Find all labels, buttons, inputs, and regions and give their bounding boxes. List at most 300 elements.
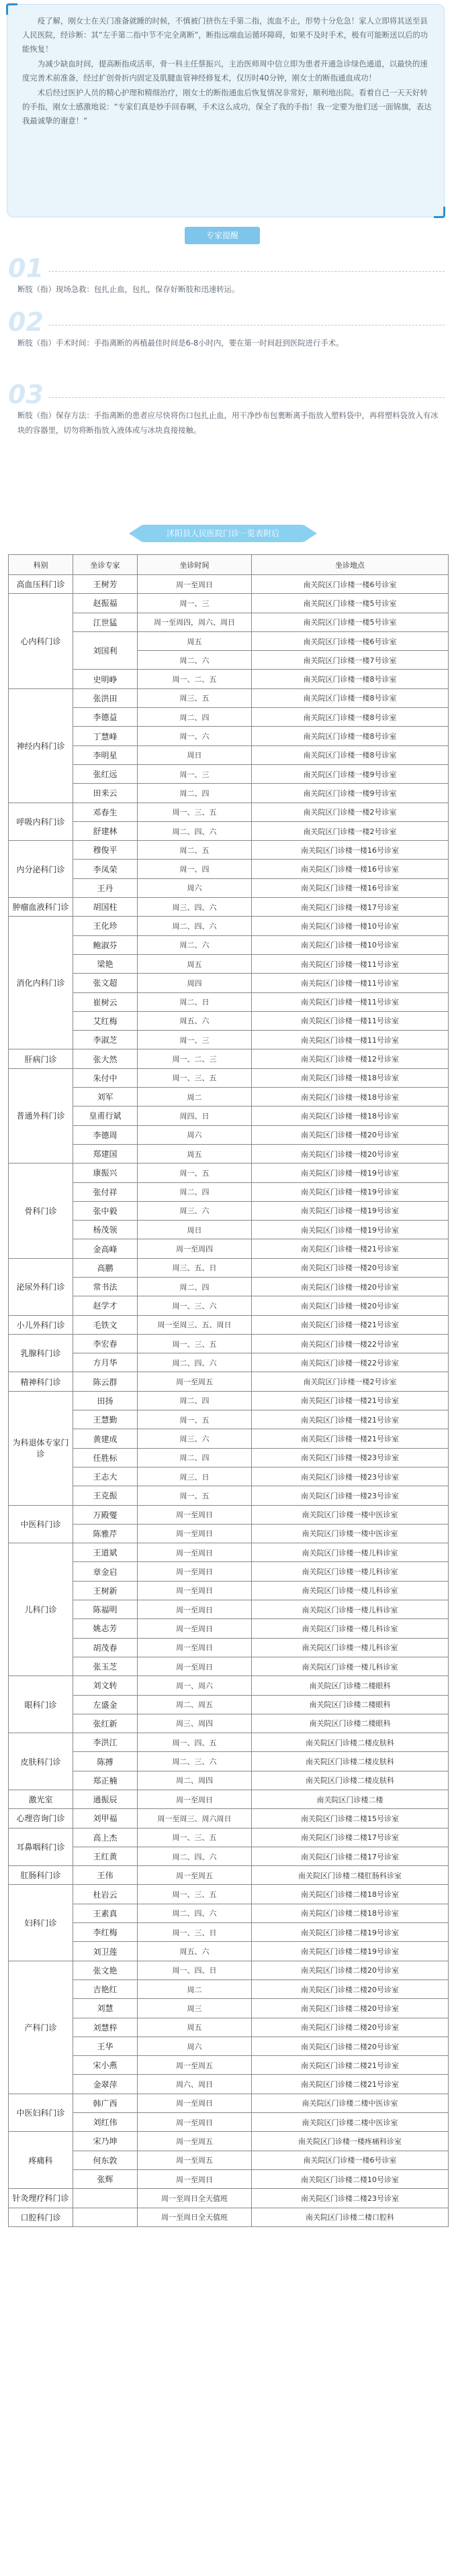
time-cell: 周五 xyxy=(138,954,252,973)
dept-cell: 肛肠科门诊 xyxy=(9,1866,73,1885)
expert-cell: 艾红梅 xyxy=(73,1011,138,1030)
time-cell: 周一、三、五 xyxy=(138,1068,252,1087)
expert-cell: 王道斌 xyxy=(73,1543,138,1562)
expert-cell: 金高峰 xyxy=(73,1239,138,1258)
table-row xyxy=(9,2189,449,2208)
banner-label: 沭阳县人民医院门诊一览表附后 xyxy=(166,529,279,538)
place-cell: 南关院区门诊楼二楼20号诊室 xyxy=(252,1961,449,1979)
time-cell: 周一、三 xyxy=(138,1031,252,1049)
time-cell: 周日 xyxy=(138,1221,252,1239)
time-cell: 周五 xyxy=(138,2018,252,2037)
expert-cell: 崔树云 xyxy=(73,992,138,1011)
table-row xyxy=(9,1391,449,1410)
outpatient-schedule-table xyxy=(8,554,449,2227)
dept-cell: 中医科门诊 xyxy=(9,1505,73,1543)
place-cell: 南关院区门诊楼一楼中医诊室 xyxy=(252,1505,449,1524)
time-cell: 周二、四、六 xyxy=(138,821,252,840)
time-cell: 周四、日 xyxy=(138,1106,252,1125)
place-cell: 南关院区门诊楼一楼11号诊室 xyxy=(252,1011,449,1030)
place-cell: 南关院区门诊楼一楼18号诊室 xyxy=(252,1068,449,1087)
place-cell: 南关院区门诊楼一楼23号诊室 xyxy=(252,1448,449,1467)
place-cell: 南关院区门诊楼一楼22号诊室 xyxy=(252,1353,449,1372)
table-row xyxy=(9,898,449,917)
expert-cell: 黄建成 xyxy=(73,1429,138,1448)
table-row xyxy=(9,688,449,707)
place-cell: 南关院区门诊楼二楼18号诊室 xyxy=(252,1904,449,1922)
time-cell: 周二、四 xyxy=(138,784,252,803)
expert-cell: 姚志芳 xyxy=(73,1619,138,1638)
table-row xyxy=(9,1600,449,1619)
expert-cell: 张辉 xyxy=(73,2169,138,2188)
expert-cell: 郑建国 xyxy=(73,1144,138,1163)
dept-cell: 骨科门诊 xyxy=(9,1164,73,1258)
place-cell: 南关院区门诊楼一楼8号诊室 xyxy=(252,670,449,688)
table-row xyxy=(9,1866,449,1885)
expert-cell: 万殿燮 xyxy=(73,1505,138,1524)
place-cell: 南关院区门诊楼一楼16号诊室 xyxy=(252,841,449,860)
time-cell: 周二、四 xyxy=(138,708,252,727)
place-cell: 南关院区门诊楼一楼儿科诊室 xyxy=(252,1562,449,1581)
place-cell: 南关院区门诊楼一楼16号诊室 xyxy=(252,878,449,897)
time-cell: 周六 xyxy=(138,1125,252,1144)
time-cell: 周一、三、五 xyxy=(138,1828,252,1847)
dept-cell: 神经内科门诊 xyxy=(9,688,73,803)
schedule-banner xyxy=(142,525,304,542)
table-row xyxy=(9,2037,449,2055)
time-cell: 周一至周日 xyxy=(138,1524,252,1543)
expert-cell: 王树芳 xyxy=(73,575,138,594)
step-number: 02 xyxy=(8,307,44,337)
time-cell: 周一至周日 xyxy=(138,575,252,594)
time-cell: 周二、四、六 xyxy=(138,917,252,935)
place-cell: 南关院区门诊楼一楼19号诊室 xyxy=(252,1201,449,1220)
time-cell: 周一至周日 xyxy=(138,1581,252,1600)
place-cell: 南关院区门诊楼一楼11号诊室 xyxy=(252,974,449,992)
expert-cell: 刘慧梓 xyxy=(73,2018,138,2037)
step-1 xyxy=(8,255,445,302)
expert-cell: 宋小燕 xyxy=(73,2056,138,2075)
place-cell: 南关院区门诊楼二楼17号诊室 xyxy=(252,1828,449,1847)
time-cell: 周一至周日 xyxy=(138,1638,252,1657)
table-row xyxy=(9,860,449,878)
time-cell: 周一、三、五 xyxy=(138,1885,252,1904)
place-cell: 南关院区门诊楼一楼6号诊室 xyxy=(252,2151,449,2169)
time-cell: 周一至周日 xyxy=(138,1657,252,1676)
expert-cell: 李德益 xyxy=(73,708,138,727)
expert-cell: 康振兴 xyxy=(73,1164,138,1182)
table-row xyxy=(9,1429,449,1448)
expert-cell: 李德周 xyxy=(73,1125,138,1144)
time-cell: 周二、六 xyxy=(138,935,252,954)
expert-cell: 李红梅 xyxy=(73,1923,138,1942)
table-row xyxy=(9,1942,449,1961)
place-cell: 南关院区门诊楼一楼10号诊室 xyxy=(252,917,449,935)
place-cell: 南关院区门诊楼一楼5号诊室 xyxy=(252,613,449,631)
expert-cell: 王红黄 xyxy=(73,1847,138,1865)
dept-cell: 疼痛科 xyxy=(9,2132,73,2189)
dept-cell: 心理咨询门诊 xyxy=(9,1809,73,1828)
table-row xyxy=(9,917,449,935)
table-row xyxy=(9,1068,449,1087)
story-paragraph: 疫了解，刚女士在关门准备就睡的时候，不慎被门挤伤左手第二指，流血不止，形势十分危急！家人立即将其送至县人民医院，经诊断：其“左手第二指中节不完全离断”，断指远端血运循环障碍，如果不及时手术，极有可能断送以后的功能恢复！ xyxy=(22,16,428,54)
time-cell: 周二、三、六 xyxy=(138,1752,252,1771)
dept-cell: 精神科门诊 xyxy=(9,1372,73,1391)
table-row xyxy=(9,575,449,594)
expert-cell: 李洪江 xyxy=(73,1733,138,1752)
table-row xyxy=(9,1999,449,2018)
table-row xyxy=(9,1790,449,1809)
table-row xyxy=(9,1524,449,1543)
expert-cell: 王志大 xyxy=(73,1467,138,1486)
time-cell: 周一至周四 xyxy=(138,1239,252,1258)
expert-cell: 宋乃坤 xyxy=(73,2132,138,2151)
banner-arrow-right xyxy=(304,525,317,542)
place-cell: 南关院区门诊楼二楼20号诊室 xyxy=(252,2037,449,2055)
table-header-row xyxy=(9,555,449,575)
place-cell: 南关院区门诊楼一楼18号诊室 xyxy=(252,1088,449,1106)
place-cell: 南关院区门诊楼一楼21号诊室 xyxy=(252,1410,449,1429)
place-cell: 南关院区门诊楼二楼皮肤科 xyxy=(252,1752,449,1771)
place-cell: 南关院区门诊楼一楼7号诊室 xyxy=(252,651,449,670)
expert-cell: 李明星 xyxy=(73,745,138,764)
dept-cell: 眼科门诊 xyxy=(9,1676,73,1733)
expert-cell: 刘红伟 xyxy=(73,2113,138,2132)
table-row xyxy=(9,1164,449,1182)
table-row xyxy=(9,594,449,613)
expert-cell: 韩广西 xyxy=(73,2094,138,2112)
divider xyxy=(48,271,445,272)
place-cell: 南关院区门诊楼一楼19号诊室 xyxy=(252,1164,449,1182)
step-text: 断肢（指）保存方法：手指离断的患者应尽快将伤口包扎止血，用干净纱布包裹断离手指放入塑料袋中，再将塑料袋放入有冰块的容器里，切勿将断指放入液体或与冰块直接接触。 xyxy=(17,411,439,435)
time-cell: 周二 xyxy=(138,1088,252,1106)
place-cell: 南关院区门诊楼一楼19号诊室 xyxy=(252,1221,449,1239)
expert-cell: 胡茂春 xyxy=(73,1638,138,1657)
time-cell: 周四 xyxy=(138,974,252,992)
place-cell: 南关院区门诊楼一楼11号诊室 xyxy=(252,1031,449,1049)
expert-cell: 刘国利 xyxy=(73,631,138,670)
expert-cell: 史明峥 xyxy=(73,670,138,688)
place-cell: 南关院区门诊楼一楼8号诊室 xyxy=(252,708,449,727)
table-body xyxy=(9,575,449,2227)
time-cell: 周一至周四，周六、周日 xyxy=(138,613,252,631)
time-cell: 周一、五 xyxy=(138,1486,252,1505)
table-row xyxy=(9,1828,449,1847)
place-cell: 南关院区门诊楼二楼皮肤科 xyxy=(252,1733,449,1752)
time-cell: 周三 xyxy=(138,1999,252,2018)
table-row xyxy=(9,631,449,650)
dept-cell: 产科门诊 xyxy=(9,1961,73,2094)
expert-cell: 通振辰 xyxy=(73,1790,138,1809)
table-row xyxy=(9,1239,449,1258)
dept-cell: 心内科门诊 xyxy=(9,594,73,688)
expert-cell: 陈雅芹 xyxy=(73,1524,138,1543)
place-cell: 南关院区门诊楼二楼肛肠科诊室 xyxy=(252,1866,449,1885)
story-text xyxy=(22,14,432,129)
table-row xyxy=(9,1467,449,1486)
expert-cell: 金翠萍 xyxy=(73,2075,138,2094)
time-cell: 周一至周五 xyxy=(138,1866,252,1885)
table-row xyxy=(9,1657,449,1676)
time-cell: 周六、周日 xyxy=(138,2075,252,2094)
expert-cell: 刘文转 xyxy=(73,1676,138,1695)
place-cell: 南关院区门诊楼二楼口腔科 xyxy=(252,2208,449,2226)
time-cell: 周一、四 xyxy=(138,860,252,878)
table-row xyxy=(9,821,449,840)
expert-cell: 朱付中 xyxy=(73,1068,138,1087)
table-row xyxy=(9,2208,449,2226)
table-row xyxy=(9,1923,449,1942)
expert-cell: 皇甫行斌 xyxy=(73,1106,138,1125)
place-cell: 南关院区门诊楼一楼20号诊室 xyxy=(252,1144,449,1163)
place-cell: 南关院区门诊楼一楼17号诊室 xyxy=(252,898,449,917)
expert-cell: 鲍淑芬 xyxy=(73,935,138,954)
table-row xyxy=(9,708,449,727)
table-row xyxy=(9,1201,449,1220)
dept-cell: 妇科门诊 xyxy=(9,1885,73,1961)
time-cell: 周五、六 xyxy=(138,1942,252,1961)
place-cell: 南关院区门诊楼一楼儿科诊室 xyxy=(252,1619,449,1638)
table-row xyxy=(9,1296,449,1315)
table-row xyxy=(9,974,449,992)
table-row xyxy=(9,878,449,897)
place-cell: 南关院区门诊楼二楼眼科 xyxy=(252,1695,449,1714)
banner-arrow-left xyxy=(129,525,142,542)
dept-cell: 普通外科门诊 xyxy=(9,1068,73,1163)
place-cell: 南关院区门诊楼二楼20号诊室 xyxy=(252,2018,449,2037)
step-2 xyxy=(8,309,445,369)
time-cell: 周一至周三、周六周日 xyxy=(138,1809,252,1828)
expert-cell: 何东敦 xyxy=(73,2151,138,2169)
place-cell: 南关院区门诊楼一楼20号诊室 xyxy=(252,1258,449,1277)
time-cell: 周一、三、日 xyxy=(138,1923,252,1942)
expert-cell: 张玉芝 xyxy=(73,1657,138,1676)
expert-cell: 王丹 xyxy=(73,878,138,897)
story-box xyxy=(7,4,445,217)
place-cell: 南关院区门诊楼一楼儿科诊室 xyxy=(252,1543,449,1562)
time-cell: 周一至周日 xyxy=(138,1505,252,1524)
dept-cell: 为科退体专家门诊 xyxy=(9,1391,73,1505)
expert-cell: 江世猛 xyxy=(73,613,138,631)
expert-cell: 陈云群 xyxy=(73,1372,138,1391)
time-cell: 周二、日 xyxy=(138,992,252,1011)
expert-cell: 杨茂领 xyxy=(73,1221,138,1239)
place-cell: 南关院区门诊楼二楼眼科 xyxy=(252,1676,449,1695)
time-cell: 周二、六 xyxy=(138,651,252,670)
expert-cell: 邓春生 xyxy=(73,803,138,821)
table-row xyxy=(9,2113,449,2132)
dept-cell: 中医妇科门诊 xyxy=(9,2094,73,2132)
time-cell: 周日 xyxy=(138,745,252,764)
time-cell: 周三、五 xyxy=(138,688,252,707)
time-cell: 周一、三 xyxy=(138,594,252,613)
time-cell: 周三、六 xyxy=(138,1429,252,1448)
table-row xyxy=(9,1581,449,1600)
expert-cell: 赵学才 xyxy=(73,1296,138,1315)
place-cell: 南关院区门诊楼一楼20号诊室 xyxy=(252,1277,449,1296)
dept-cell: 内分泌科门诊 xyxy=(9,841,73,898)
place-cell: 南关院区门诊楼一楼21号诊室 xyxy=(252,1429,449,1448)
header-expert: 坐诊专家 xyxy=(73,555,138,575)
table-row xyxy=(9,1144,449,1163)
table-row xyxy=(9,1372,449,1391)
time-cell: 周一至周五 xyxy=(138,2132,252,2151)
place-cell: 南关院区门诊楼二楼21号诊室 xyxy=(252,2056,449,2075)
time-cell: 周一、三、五 xyxy=(138,1334,252,1353)
expert-cell: 杜岩云 xyxy=(73,1885,138,1904)
expert-cell: 刘甲福 xyxy=(73,1809,138,1828)
table-row xyxy=(9,2151,449,2169)
place-cell: 南关院区门诊楼二楼15号诊室 xyxy=(252,1809,449,1828)
table-row xyxy=(9,1486,449,1505)
expert-cell: 张中毅 xyxy=(73,1201,138,1220)
place-cell: 南关院区门诊楼一楼20号诊室 xyxy=(252,1296,449,1315)
place-cell: 南关院区门诊楼一楼6号诊室 xyxy=(252,631,449,650)
expert-cell: 吉艳红 xyxy=(73,1979,138,1998)
time-cell: 周一至周日全天值班 xyxy=(138,2189,252,2208)
table-row xyxy=(9,1638,449,1657)
time-cell: 周二、四 xyxy=(138,1391,252,1410)
place-cell: 南关院区门诊楼一楼儿科诊室 xyxy=(252,1581,449,1600)
expert-cell: 李淑芝 xyxy=(73,1031,138,1049)
time-cell: 周五 xyxy=(138,631,252,650)
expert-cell: 郑正楠 xyxy=(73,1771,138,1790)
time-cell: 周一、三 xyxy=(138,764,252,783)
place-cell: 南关院区门诊楼二楼21号诊室 xyxy=(252,2075,449,2094)
table-row xyxy=(9,2169,449,2188)
place-cell: 南关院区门诊楼一楼9号诊室 xyxy=(252,764,449,783)
table-row xyxy=(9,1277,449,1296)
table-row xyxy=(9,727,449,745)
table-row xyxy=(9,1562,449,1581)
dept-cell: 儿科门诊 xyxy=(9,1543,73,1676)
time-cell: 周一至周日 xyxy=(138,2169,252,2188)
place-cell: 南关院区门诊楼一楼10号诊室 xyxy=(252,935,449,954)
expert-cell: 田来云 xyxy=(73,784,138,803)
time-cell: 周三、五、日 xyxy=(138,1258,252,1277)
expert-cell: 王慧勤 xyxy=(73,1410,138,1429)
table-row xyxy=(9,1961,449,1979)
place-cell: 南关院区门诊楼二楼17号诊室 xyxy=(252,1847,449,1865)
table-row xyxy=(9,1315,449,1334)
header-dept: 科别 xyxy=(9,555,73,575)
time-cell: 周六 xyxy=(138,2037,252,2055)
expert-cell: 王伟 xyxy=(73,1866,138,1885)
time-cell: 周一、四、日 xyxy=(138,1961,252,1979)
expert-cell: 方月华 xyxy=(73,1353,138,1372)
table-row xyxy=(9,954,449,973)
table-row xyxy=(9,1809,449,1828)
dept-cell: 皮肤科门诊 xyxy=(9,1733,73,1790)
time-cell: 周二、四、六 xyxy=(138,1353,252,1372)
table-row xyxy=(9,2094,449,2112)
table-row xyxy=(9,2018,449,2037)
expert-cell: 王化珍 xyxy=(73,917,138,935)
table-row xyxy=(9,1106,449,1125)
place-cell: 南关院区门诊楼二楼 xyxy=(252,1790,449,1809)
time-cell: 周一至周日全天值班 xyxy=(138,2208,252,2226)
table-row xyxy=(9,1011,449,1030)
expert-cell: 赵振福 xyxy=(73,594,138,613)
expert-cell: 张洪田 xyxy=(73,688,138,707)
place-cell: 南关院区门诊楼二楼皮肤科 xyxy=(252,1771,449,1790)
expert-cell: 王华 xyxy=(73,2037,138,2055)
place-cell: 南关院区门诊楼一楼2号诊室 xyxy=(252,1372,449,1391)
place-cell: 南关院区门诊楼一楼19号诊室 xyxy=(252,1182,449,1201)
expert-cell: 张红新 xyxy=(73,1714,138,1733)
dept-cell: 小儿外科门诊 xyxy=(9,1315,73,1334)
time-cell: 周二 xyxy=(138,1979,252,1998)
place-cell: 南关院区门诊楼二楼18号诊室 xyxy=(252,1885,449,1904)
place-cell: 南关院区门诊楼一楼16号诊室 xyxy=(252,860,449,878)
time-cell: 周一至周日 xyxy=(138,1619,252,1638)
time-cell: 周一至周日 xyxy=(138,2113,252,2132)
table-row xyxy=(9,1505,449,1524)
expert-cell: 刘慧 xyxy=(73,1999,138,2018)
table-row xyxy=(9,841,449,860)
table-row xyxy=(9,1714,449,1733)
expert-cell: 常书法 xyxy=(73,1277,138,1296)
expert-cell: 左盛金 xyxy=(73,1695,138,1714)
time-cell: 周二、四、六 xyxy=(138,1847,252,1865)
dept-cell: 高血压科门诊 xyxy=(9,575,73,594)
table-row xyxy=(9,670,449,688)
table-row xyxy=(9,1182,449,1201)
expert-tip-badge: 专家提醒 xyxy=(185,227,260,244)
expert-cell: 张付祥 xyxy=(73,1182,138,1201)
table-row xyxy=(9,2132,449,2151)
place-cell: 南关院区门诊楼二楼中医诊室 xyxy=(252,2094,449,2112)
table-row xyxy=(9,803,449,821)
time-cell: 周三、周四 xyxy=(138,1714,252,1733)
dept-cell: 肿瘤血液科门诊 xyxy=(9,898,73,917)
place-cell: 南关院区门诊楼一楼6号诊室 xyxy=(252,575,449,594)
expert-cell: 王树新 xyxy=(73,1581,138,1600)
time-cell: 周一、六 xyxy=(138,727,252,745)
table-row xyxy=(9,1410,449,1429)
time-cell: 周一、二、五 xyxy=(138,670,252,688)
expert-cell: 田扬 xyxy=(73,1391,138,1410)
table-row xyxy=(9,1049,449,1068)
expert-cell: 穆俊平 xyxy=(73,841,138,860)
time-cell: 周一、四、五 xyxy=(138,1733,252,1752)
place-cell: 南关院区门诊楼一楼疼痛科诊室 xyxy=(252,2132,449,2151)
table-row xyxy=(9,1676,449,1695)
time-cell: 周一、五 xyxy=(138,1164,252,1182)
dept-cell: 乳腺科门诊 xyxy=(9,1334,73,1372)
step-text: 断肢（指）手术时间：手指离断的再植最佳时间是6-8小时内，要在第一时间赶到医院进行手术。 xyxy=(17,338,344,348)
place-cell: 南关院区门诊楼一楼中医诊室 xyxy=(252,1524,449,1543)
expert-cell: 梁艳 xyxy=(73,954,138,973)
place-cell: 南关院区门诊楼二楼19号诊室 xyxy=(252,1942,449,1961)
table-row xyxy=(9,1847,449,1865)
time-cell: 周一至周五 xyxy=(138,2151,252,2169)
time-cell: 周一至周日 xyxy=(138,2094,252,2112)
table-row xyxy=(9,1619,449,1638)
dept-cell: 呼吸内科门诊 xyxy=(9,803,73,841)
place-cell: 南关院区门诊楼一楼18号诊室 xyxy=(252,1106,449,1125)
dept-cell: 泌尿外科门诊 xyxy=(9,1258,73,1315)
table-row xyxy=(9,1031,449,1049)
step-text: 断肢（指）现场急救：包扎止血，包扎，保存好断肢和迅速转运。 xyxy=(17,285,240,294)
expert-cell: 毛铁文 xyxy=(73,1315,138,1334)
time-cell: 周三、六 xyxy=(138,1201,252,1220)
corner-decoration xyxy=(6,3,17,15)
time-cell: 周五 xyxy=(138,1144,252,1163)
header-place: 坐诊地点 xyxy=(252,555,449,575)
time-cell: 周一至周日 xyxy=(138,1562,252,1581)
place-cell: 南关院区门诊楼一楼22号诊室 xyxy=(252,1334,449,1353)
place-cell: 南关院区门诊楼一楼23号诊室 xyxy=(252,1486,449,1505)
